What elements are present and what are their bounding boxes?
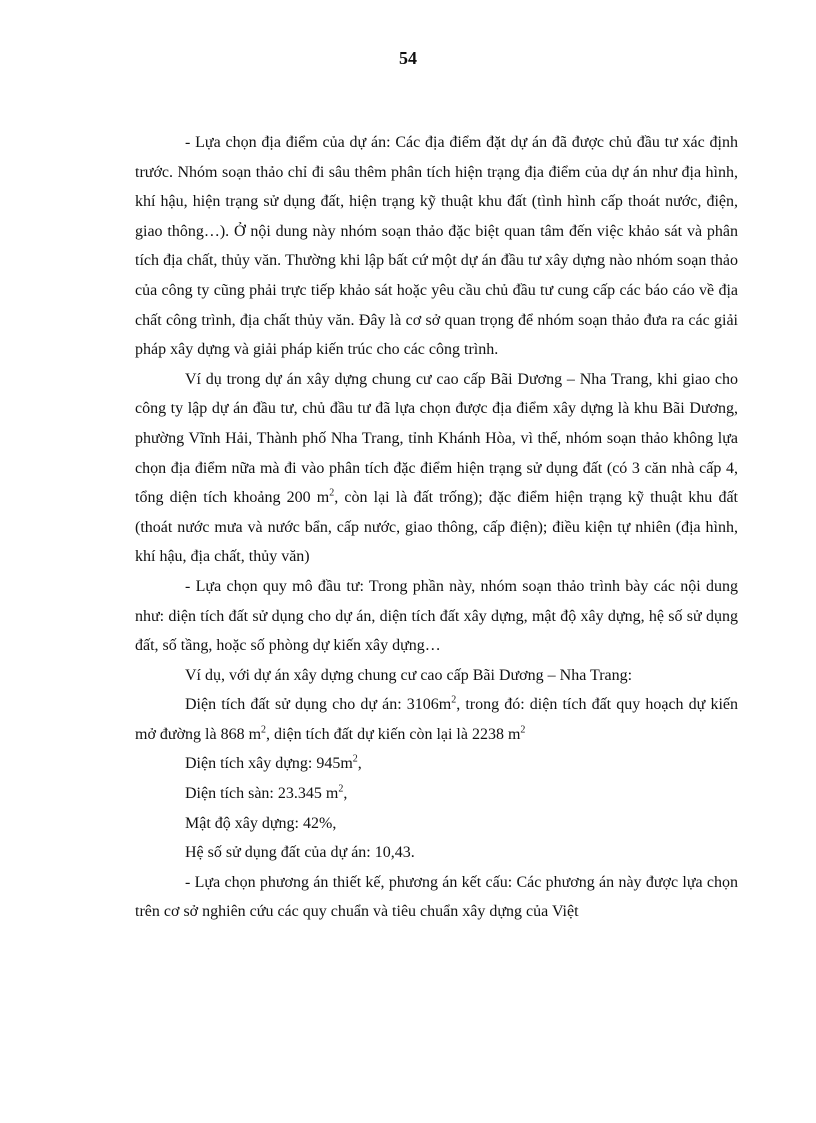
paragraph-building-area	[135, 749, 738, 779]
paragraph-text: Diện tích xây dựng: 945m	[185, 755, 353, 773]
paragraph-text: ,	[357, 755, 362, 773]
page-body	[135, 128, 738, 927]
paragraph-site-selection: - Lựa chọn địa điểm của dự án: Các địa điểm đặt dự án đã được chủ đầu tư xác định trước. Nhóm soạn thảo chỉ đi sâu thêm phân tích hiện trạng địa điểm của dự án như địa hình, khí hậu, hiện trạng sử dụng đất, hiện trạng kỹ thuật khu đất (tình hình cấp thoát nước, điện, giao thông…). Ở nội dung này nhóm soạn thảo đặc biệt quan tâm đến việc khảo sát và phân tích địa chất, thủy văn. Thường khi lập bất cứ một dự án đầu tư xây dựng nào nhóm soạn thảo của công ty cũng phải trực tiếp khảo sát hoặc yêu cầu chủ đầu tư cung cấp các báo cáo về địa chất công trình, địa chất thủy văn. Đây là cơ sở quan trọng để nhóm soạn thảo đưa ra các giải pháp xây dựng và giải pháp kiến trúc cho các công trình.	[135, 134, 738, 359]
paragraph-text: Ví dụ trong dự án xây dựng chung cư cao cấp Bãi Dương – Nha Trang, khi giao cho công ty lập dự án đầu tư, chủ đầu tư đã lựa chọn được địa điểm xây dựng là khu Bãi Dương, phường Vĩnh Hải, Thành phố Nha Trang, tỉnh Khánh Hòa, vì thế, nhóm soạn thảo không lựa chọn địa điểm nữa mà đi vào phân tích đặc điểm hiện trạng sử dụng đất (có 3 căn nhà cấp 4, tổng diện tích khoảng 200 m	[135, 370, 738, 507]
paragraph-land-area	[135, 690, 738, 749]
superscript: 2	[520, 724, 526, 736]
paragraph-land-use-coefficient: Hệ số sử dụng đất của dự án: 10,43.	[185, 844, 415, 862]
paragraph-design-selection: - Lựa chọn phương án thiết kế, phương án kết cấu: Các phương án này được lựa chọn trên cơ sở nghiên cứu các quy chuẩn và tiêu chuẩn xây dựng của Việt	[135, 873, 738, 921]
paragraph-text: ,	[343, 785, 348, 803]
paragraph-example-bai-duong	[135, 365, 738, 572]
superscript: 2	[261, 724, 267, 736]
superscript: 2	[329, 487, 335, 499]
page-number: 54	[399, 48, 417, 68]
paragraph-text: Diện tích đất sử dụng cho dự án: 3106m	[185, 696, 452, 714]
paragraph-text: , trong đó: diện tích đất quy hoạch dự kiến mở đường là 868 m	[135, 696, 738, 743]
paragraph-example-intro: Ví dụ, với dự án xây dựng chung cư cao cấp Bãi Dương – Nha Trang:	[185, 666, 633, 684]
paragraph-text: , diện tích đất dự kiến còn lại là 2238 m	[266, 725, 521, 743]
paragraph-density: Mật độ xây dựng: 42%,	[185, 814, 337, 832]
paragraph-scale-selection: - Lựa chọn quy mô đầu tư: Trong phần này, nhóm soạn thảo trình bày các nội dung như: diện tích đất sử dụng cho dự án, diện tích đất xây dựng, mật độ xây dựng, hệ số sử dụng đất, số tầng, hoặc số phòng dự kiến xây dựng…	[135, 577, 738, 655]
superscript: 2	[352, 754, 358, 766]
superscript: 2	[451, 694, 457, 706]
paragraph-text: Diện tích sàn: 23.345 m	[185, 785, 339, 803]
paragraph-floor-area	[135, 779, 738, 809]
superscript: 2	[338, 783, 344, 795]
paragraph-text: , còn lại là đất trống); đặc điểm hiện trạng kỹ thuật khu đất (thoát nước mưa và nước bẩn, cấp nước, giao thông, cấp điện); điều kiện tự nhiên (địa hình, khí hậu, địa chất, thủy văn)	[135, 489, 739, 566]
